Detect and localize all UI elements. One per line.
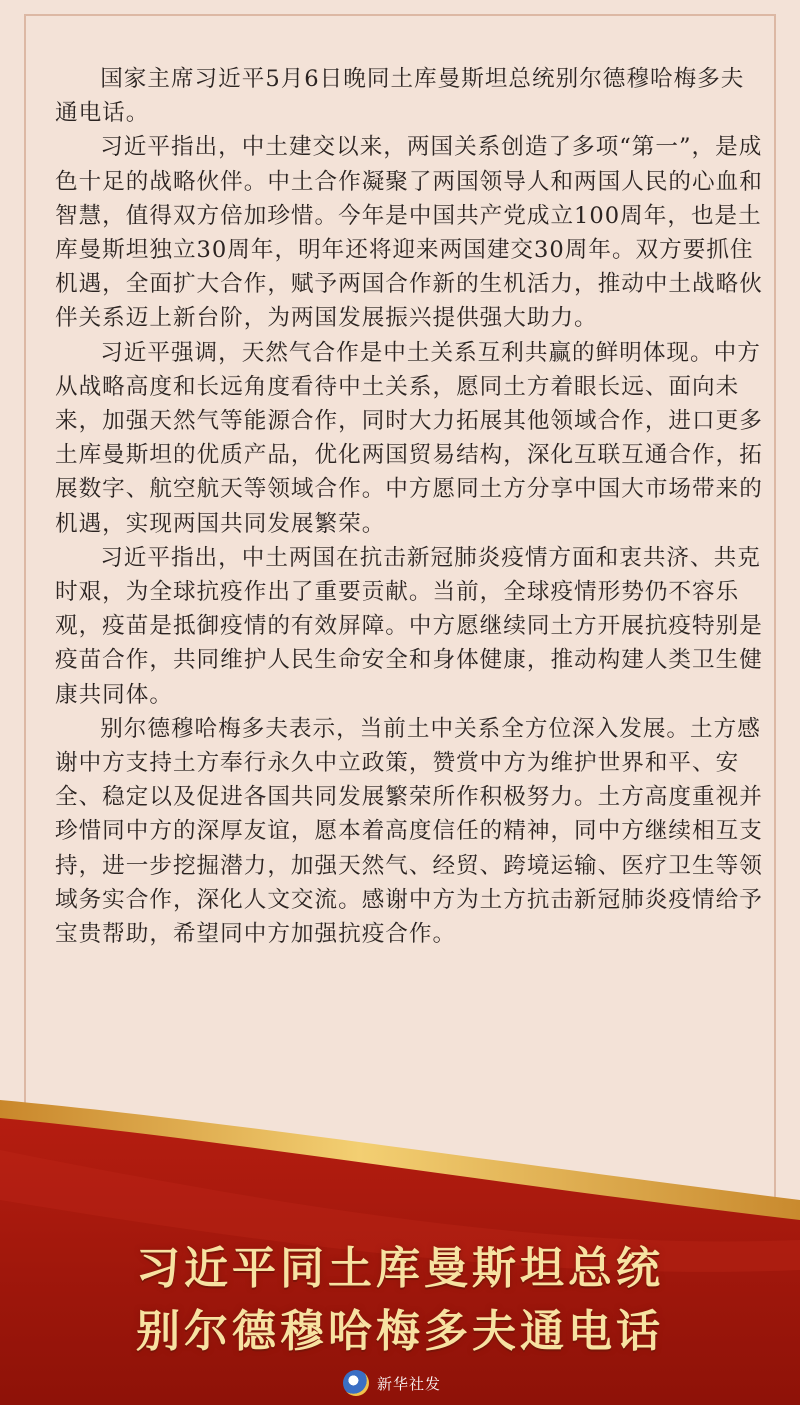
article-paragraph-4: 习近平指出，中土两国在抗击新冠肺炎疫情方面和衷共济、共克时艰，为全球抗疫作出了重要贡献。当前，全球疫情形势仍不容乐观，疫苗是抵御疫情的有效屏障。中方愿继续同土方开展抗疫特别是疫苗合作，共同维护人民生命安全和身体健康，推动构建人类卫生健康共同体。 [55, 544, 763, 708]
article-paragraph-2: 习近平指出，中土建交以来，两国关系创造了多项“第一”，是成色十足的战略伙伴。中土合作凝聚了两国领导人和两国人民的心血和智慧，值得双方倍加珍惜。今年是中国共产党成立100周年，也是土库曼斯坦独立30周年，明年还将迎来两国建交30周年。双方要抓住机遇，全面扩大合作，赋予两国合作新的生机活力，推动中土战略伙伴关系迈上新台阶，为两国发展振兴提供强大助力。 [55, 134, 763, 332]
banner-title-line-2: 别尔德穆哈梅多夫通电话 [136, 1306, 664, 1357]
xinhua-globe-icon [343, 1370, 369, 1396]
article-body [55, 62, 765, 951]
logo-caption: 新华社发 [377, 1374, 442, 1393]
article-paragraph-5: 别尔德穆哈梅多夫表示，当前土中关系全方位深入发展。土方感谢中方支持土方奉行永久中立政策，赞赏中方为维护世界和平、安全、稳定以及促进各国共同发展繁荣所作积极努力。土方高度重视并珍惜同中方的深厚友谊，愿本着高度信任的精神，同中方继续相互支持，进一步挖掘潜力，加强天然气、经贸、跨境运输、医疗卫生等领域务实合作，深化人文交流。感谢中方为土方抗击新冠肺炎疫情给予宝贵帮助，希望同中方加强抗疫合作。 [55, 715, 763, 948]
banner-title-line-1: 习近平同土库曼斯坦总统 [136, 1243, 664, 1294]
article-paragraph-3: 习近平强调，天然气合作是中土关系互利共赢的鲜明体现。中方从战略高度和长远角度看待中土关系，愿同土方着眼长远、面向未来，加强天然气等能源合作，同时大力拓展其他领域合作，进口更多土库曼斯坦的优质产品，优化两国贸易结构，深化互联互通合作，拓展数字、航空航天等领域合作。中方愿同土方分享中国大市场带来的机遇，实现两国共同发展繁荣。 [55, 339, 763, 537]
article-paragraph-1: 国家主席习近平5月6日晚同土库曼斯坦总统别尔德穆哈梅多夫通电话。 [55, 66, 745, 127]
xinhua-logo [343, 1370, 441, 1396]
